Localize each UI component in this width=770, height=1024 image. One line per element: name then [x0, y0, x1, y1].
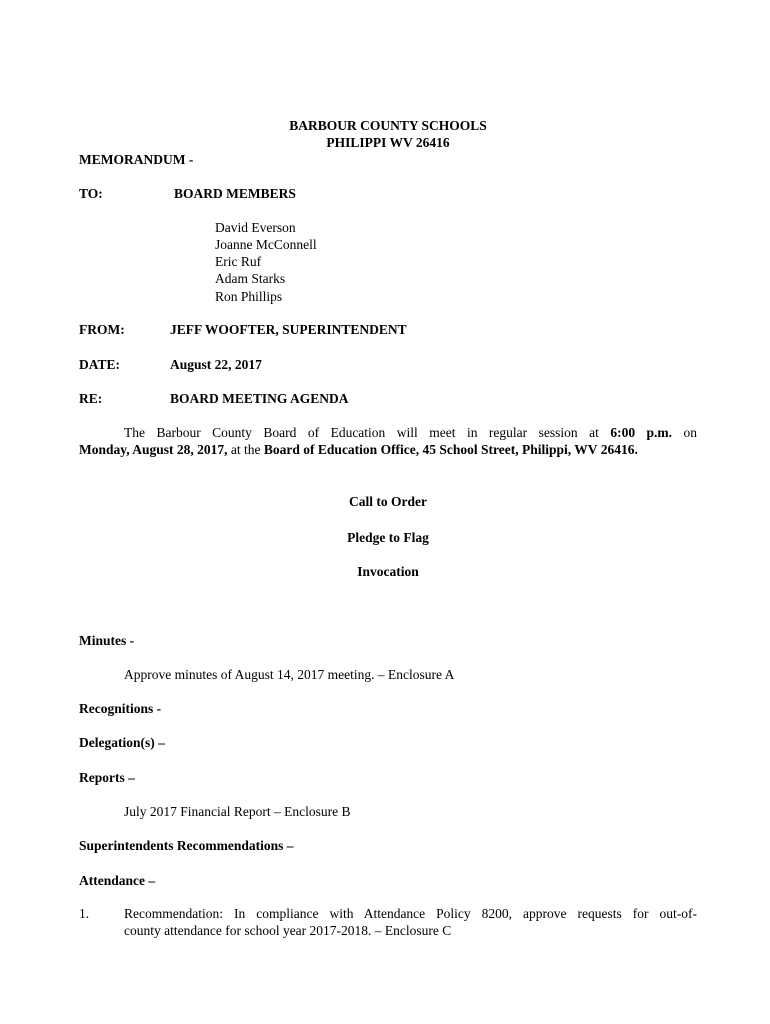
member-name: David Everson	[215, 220, 296, 235]
delegations-heading: Delegation(s) –	[79, 735, 165, 750]
member-name: Eric Ruf	[215, 254, 262, 269]
org-name: BARBOUR COUNTY SCHOOLS	[289, 118, 487, 133]
member-name: Adam Starks	[215, 271, 286, 286]
reports-heading: Reports –	[79, 770, 135, 785]
intro-at: at the	[230, 442, 261, 457]
item-text-line-2: county attendance for school year 2017-2018. – Enclosure C	[124, 923, 452, 938]
to-value: BOARD MEMBERS	[174, 186, 296, 201]
meeting-time: 6:00 p.m.	[610, 425, 673, 440]
intro-line-1	[124, 425, 697, 441]
meeting-date: Monday, August 28, 2017,	[79, 442, 228, 457]
item-number: 1.	[79, 906, 90, 921]
org-address: PHILIPPI WV 26416	[326, 135, 450, 150]
from-label: FROM:	[79, 322, 125, 337]
date-value: August 22, 2017	[170, 357, 262, 372]
date-label: DATE:	[79, 357, 121, 372]
intro-line-2	[79, 442, 638, 458]
agenda-call-to-order: Call to Order	[349, 494, 427, 509]
to-label: TO:	[79, 186, 103, 201]
intro-text: The Barbour County Board of Education will meet in regular session at	[124, 425, 599, 440]
superintendent-heading: Superintendents Recommendations –	[79, 838, 294, 853]
member-name: Joanne McConnell	[215, 237, 317, 252]
re-value: BOARD MEETING AGENDA	[170, 391, 349, 406]
memo-title: MEMORANDUM -	[79, 152, 194, 167]
item-text-line-1: Recommendation: In compliance with Attendance Policy 8200, approve requests for out-of-	[124, 906, 697, 921]
re-label: RE:	[79, 391, 103, 406]
agenda-invocation: Invocation	[357, 564, 419, 579]
reports-item: July 2017 Financial Report – Enclosure B	[124, 804, 351, 819]
member-name: Ron Phillips	[215, 289, 283, 304]
meeting-place: Board of Education Office, 45 School Street, Philippi, WV 26416.	[263, 442, 638, 457]
intro-on: on	[683, 425, 698, 440]
recognitions-heading: Recognitions -	[79, 701, 162, 716]
minutes-item: Approve minutes of August 14, 2017 meeting. – Enclosure A	[124, 667, 455, 682]
agenda-pledge: Pledge to Flag	[347, 530, 429, 545]
minutes-heading: Minutes -	[79, 633, 135, 648]
from-value: JEFF WOOFTER, SUPERINTENDENT	[170, 322, 407, 337]
attendance-heading: Attendance –	[79, 873, 156, 888]
